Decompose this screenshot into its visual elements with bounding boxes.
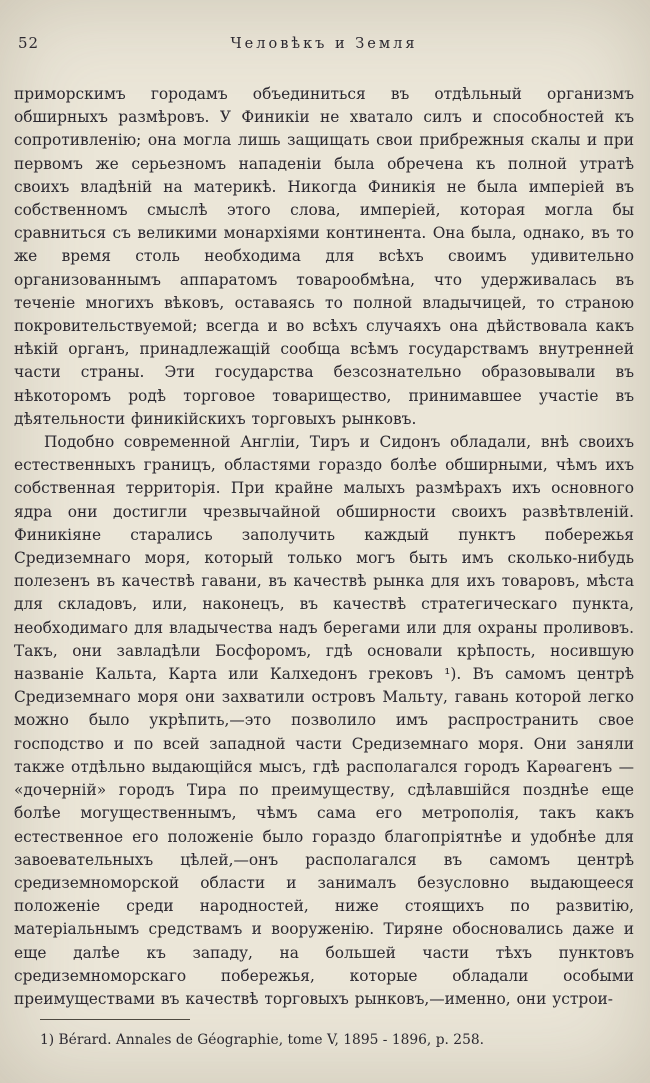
footnote-area <box>14 1019 634 1083</box>
page-number: 52 <box>18 34 40 52</box>
paragraph-continuation: приморскимъ городамъ объединиться въ отдѣльный организмъ обширныхъ размѣровъ. У Финикіи не хватало силъ и способностей къ сопротивленію; она могла лишь защищать свои прибрежныя скалы и при первомъ же серьезномъ нападеніи была обречена къ полной утратѣ своихъ владѣній на материкѣ. Никогда Финикія не была имперіей въ собственномъ смыслѣ этого слова, имперіей, которая могла бы сравниться съ великими монархіями континента. Она была, однако, въ то же время столь необходима для всѣхъ своимъ удивительно организованнымъ аппаратомъ товарообмѣна, что удерживалась въ теченіе многихъ вѣковъ, оставаясь то полной владычицей, то страною покровительствуемой; всегда и во всѣхъ случаяхъ она дѣйствовала какъ нѣкій органъ, принадлежащій сообща всѣмъ государствамъ внутренней части страны. Эти государства безсознательно образовывали въ нѣкоторомъ родѣ торговое товарищество, принимавшее участіе въ дѣятельности финикійскихъ торговыхъ рынковъ. <box>14 85 634 428</box>
page-header <box>14 33 634 55</box>
footnote-text: 1) Bérard. Annales de Géographie, tome V, 1895 - 1896, p. 258. <box>40 1032 485 1048</box>
paragraph: Подобно современной Англіи, Тиръ и Сидонъ обладали, внѣ своихъ естественныхъ границъ, областями гораздо болѣе обширными, чѣмъ ихъ собственная территорія. При крайне малыхъ размѣрахъ ихъ основного ядра они достигли чрезвычайной обширности своихъ развѣтвленій. Финикіяне старались заполучить каждый пунктъ побережья Средиземнаго моря, который только могъ быть имъ сколько-нибудь полезенъ въ качествѣ гавани, въ качествѣ рынка для ихъ товаровъ, мѣста для складовъ, или, наконецъ, въ качествѣ стратегическаго пункта, необходимаго для владычества надъ берегами или для охраны проливовъ. Такъ, они завладѣли Босфоромъ, гдѣ основали крѣпость, носившую названіе Кальта, Карта или Калхедонъ грековъ ¹). Въ самомъ центрѣ Средиземнаго моря они захватили островъ Мальту, гавань которой легко можно было укрѣпить,—это позволило имъ распространить свое господство и по всей западной части Средиземнаго моря. Они заняли также отдѣльно выдающійся мысъ, гдѣ располагался городъ Карѳагенъ — «дочерній» городъ Тира по преимуществу, сдѣлавшійся позднѣе еще болѣе могущественнымъ, чѣмъ сама его метрополія, такъ какъ естественное его положеніе было гораздо благопріятнѣе и удобнѣе для завоевательныхъ цѣлей,—онъ располагался въ самомъ центрѣ средиземноморской области и занималъ безусловно выдающееся положеніе среди народностей, ниже стоящихъ по развитію, матеріальнымъ средствамъ и вооруженію. Тиряне обосновались даже и еще далѣе къ западу, на большей части тѣхъ пунктовъ средиземноморскаго побережья, которые обладали особыми преимуществами въ качествѣ торговыхъ рынковъ,—именно, они устрои- <box>14 433 634 1008</box>
page-body <box>14 83 634 1011</box>
running-title: Человѣкъ и Земля <box>230 36 418 52</box>
footnote-separator-rule <box>40 1019 190 1020</box>
